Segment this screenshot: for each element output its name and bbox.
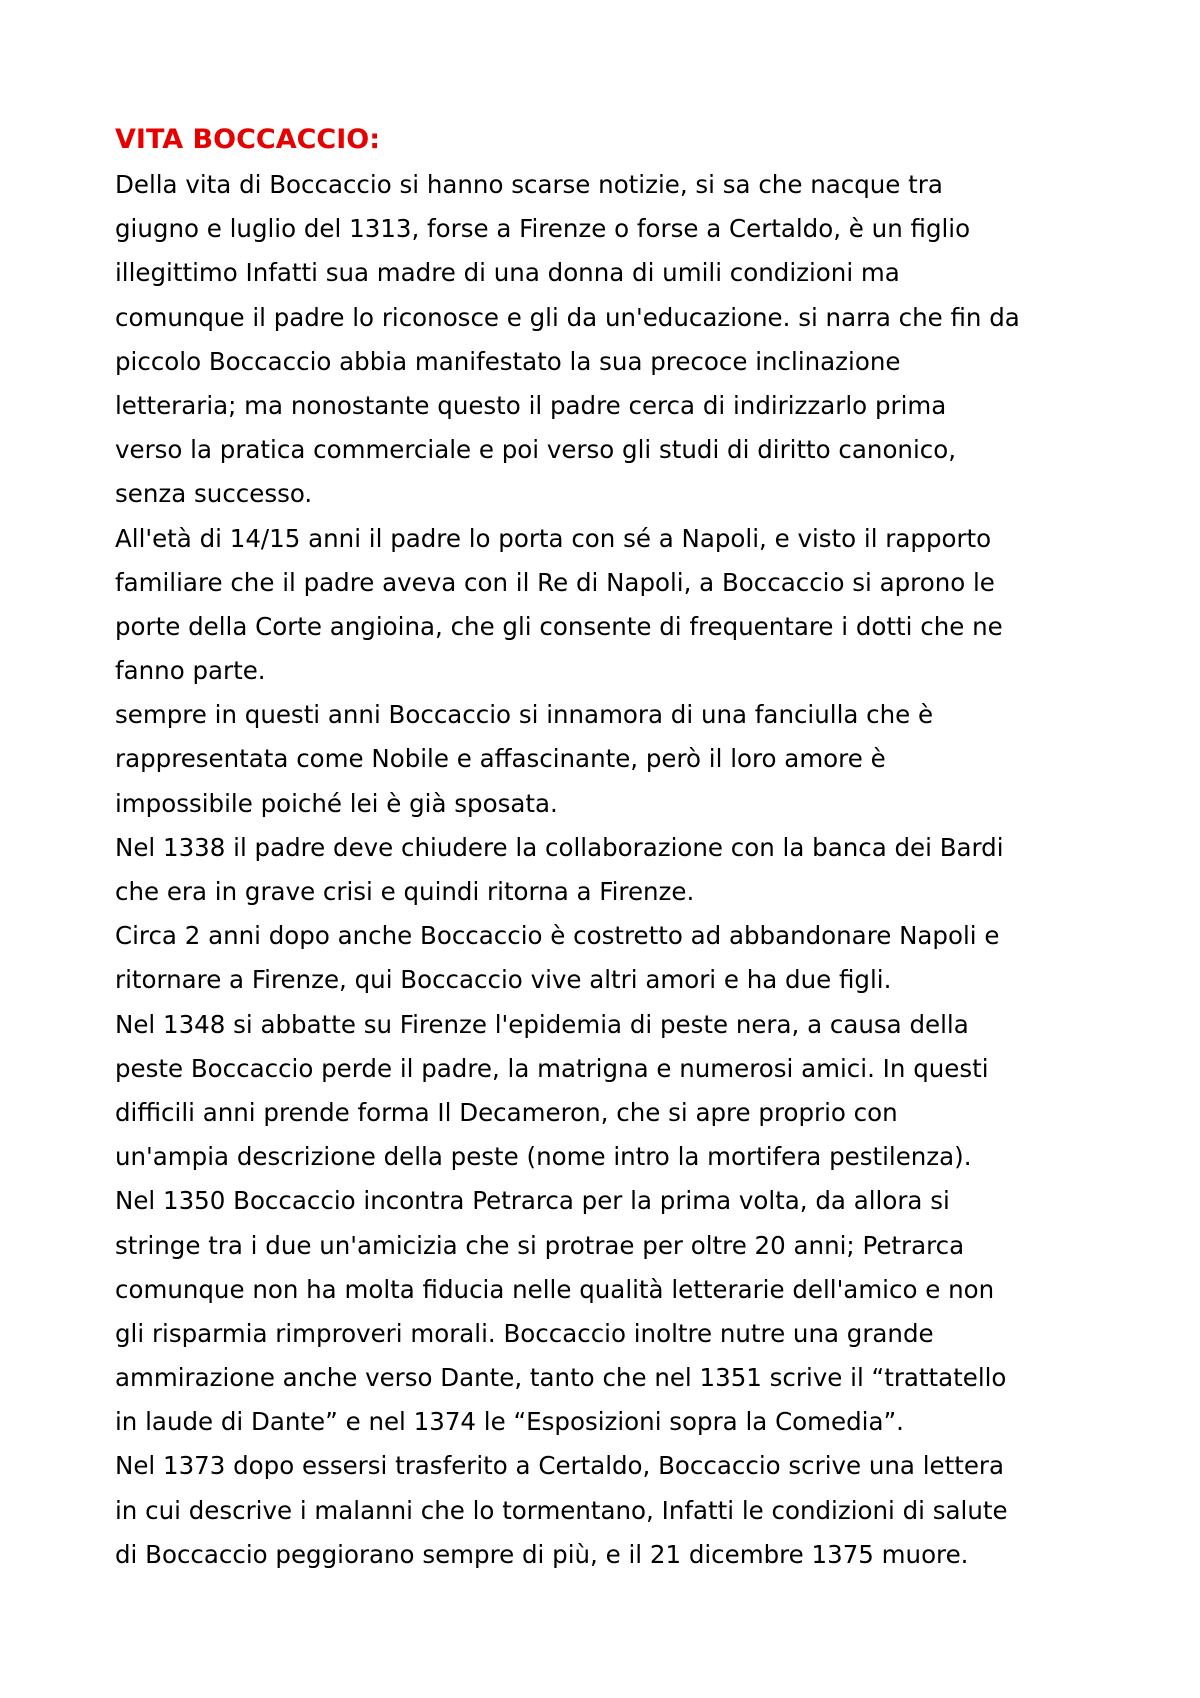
text-line: All'età di 14/15 anni il padre lo porta con sé a Napoli, e visto il rapporto	[115, 523, 992, 553]
document-title: VITA BOCCACCIO:	[115, 124, 381, 155]
text-line: in cui descrive i malanni che lo tormentano, Infatti le condizioni di salute	[115, 1495, 1008, 1525]
text-line: porte della Corte angioina, che gli consente di frequentare i dotti che ne	[115, 611, 1003, 641]
text-line: verso la pratica commerciale e poi verso gli studi di diritto canonico,	[115, 435, 957, 465]
text-line: comunque il padre lo riconosce e gli da un'educazione. si narra che fin da	[115, 302, 1020, 332]
text-line: impossibile poiché lei è già sposata.	[115, 788, 558, 818]
text-line: di Boccaccio peggiorano sempre di più, e il 21 dicembre 1375 muore.	[115, 1539, 969, 1569]
text-line: Nel 1338 il padre deve chiudere la collaborazione con la banca dei Bardi	[115, 832, 1004, 862]
text-line: rappresentata come Nobile e affascinante, però il loro amore è	[115, 744, 886, 774]
text-line: senza successo.	[115, 479, 313, 509]
text-line: ritornare a Firenze, qui Boccaccio vive altri amori e ha due figli.	[115, 965, 892, 995]
text-line: fanno parte.	[115, 656, 266, 686]
text-line: Nel 1373 dopo essersi trasferito a Certaldo, Boccaccio scrive una lettera	[115, 1451, 1004, 1481]
text-line: in laude di Dante” e nel 1374 le “Esposizioni sopra la Comedia”.	[115, 1407, 904, 1437]
text-line: gli risparmia rimproveri morali. Boccaccio inoltre nutre una grande	[115, 1318, 934, 1348]
document-text	[115, 163, 1115, 1577]
text-line: giugno e luglio del 1313, forse a Firenze o forse a Certaldo, è un figlio	[115, 214, 971, 244]
text-line: sempre in questi anni Boccaccio si innamora di una fanciulla che è	[115, 700, 934, 730]
text-line: Della vita di Boccaccio si hanno scarse notizie, si sa che nacque tra	[115, 170, 943, 199]
text-line: Nel 1348 si abbatte su Firenze l'epidemia di peste nera, a causa della	[115, 1009, 969, 1039]
text-line: difficili anni prende forma Il Decameron, che si apre proprio con	[115, 1097, 898, 1127]
text-line: Nel 1350 Boccaccio incontra Petrarca per la prima volta, da allora si	[115, 1186, 950, 1216]
text-line: stringe tra i due un'amicizia che si protrae per oltre 20 anni; Petrarca	[115, 1230, 965, 1260]
text-line: Circa 2 anni dopo anche Boccaccio è costretto ad abbandonare Napoli e	[115, 921, 1000, 951]
text-line: comunque non ha molta fiducia nelle qualità letterarie dell'amico e non	[115, 1274, 995, 1304]
text-line: familiare che il padre aveva con il Re di Napoli, a Boccaccio si aprono le	[115, 567, 995, 597]
text-line: che era in grave crisi e quindi ritorna a Firenze.	[115, 877, 695, 906]
document-body	[115, 120, 1115, 1577]
text-line: peste Boccaccio perde il padre, la matrigna e numerosi amici. In questi	[115, 1053, 989, 1083]
text-line: illegittimo Infatti sua madre di una donna di umili condizioni ma	[115, 258, 900, 288]
text-line: letteraria; ma nonostante questo il padre cerca di indirizzarlo prima	[115, 390, 947, 420]
text-line: un'ampia descrizione della peste (nome intro la mortifera pestilenza).	[115, 1142, 972, 1172]
text-line: ammirazione anche verso Dante, tanto che nel 1351 scrive il “trattatello	[115, 1363, 1007, 1393]
text-line: piccolo Boccaccio abbia manifestato la sua precoce inclinazione	[115, 346, 901, 376]
